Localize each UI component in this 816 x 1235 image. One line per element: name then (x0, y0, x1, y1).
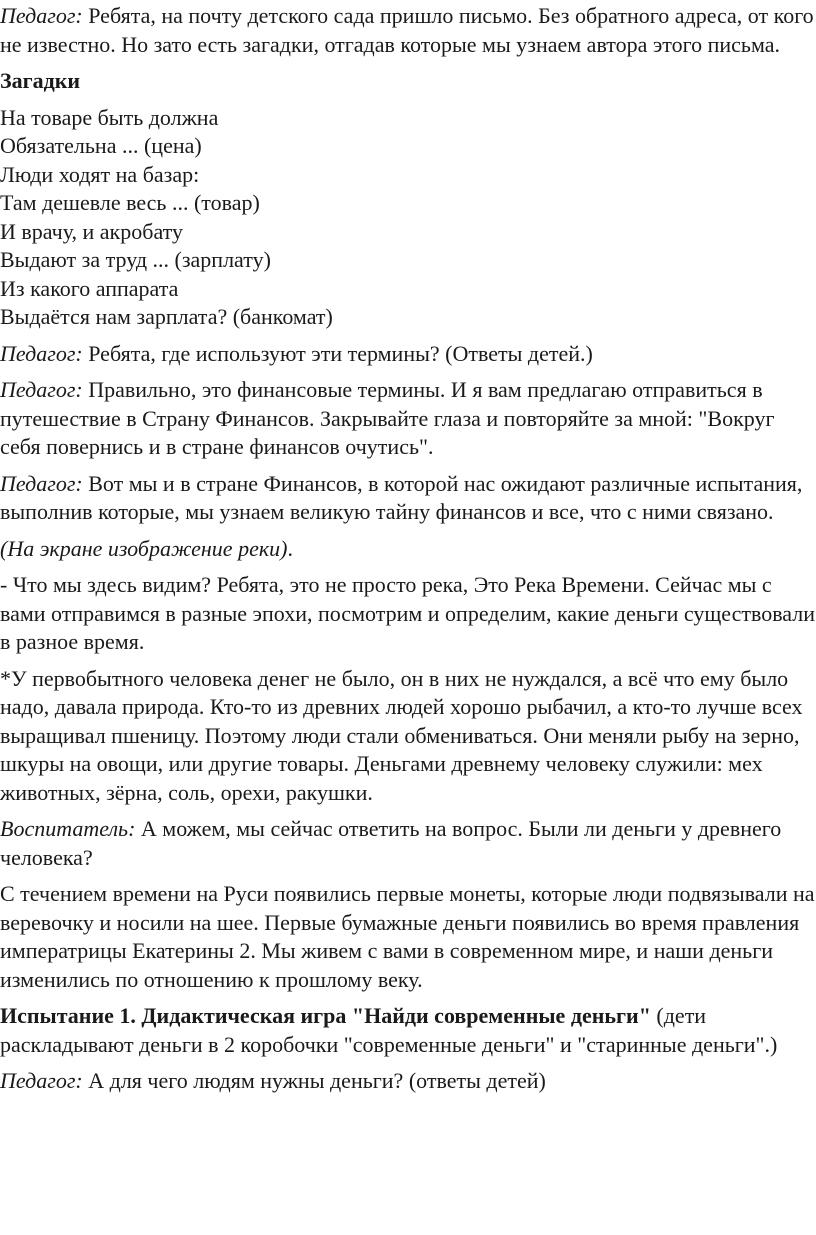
speaker-label: Педагог: (0, 470, 83, 496)
paragraph-text: . (287, 535, 293, 561)
task-title: Испытание 1. Дидактическая игра "Найди современные деньги" (0, 1003, 651, 1028)
paragraph-terms-question (0, 340, 816, 369)
speaker-label: Педагог: (0, 3, 83, 28)
paragraph-text: Вот мы и в стране Финансов, в которой нас ожидают различные испытания, выполнив которые, мы узнаем великую тайну финансов и все, что с ними связано. (0, 470, 803, 524)
paragraph-river: - Что мы здесь видим? Ребята, это не просто река, Это Река Времени. Сейчас мы с вами отправимся в разные эпохи, посмотрим и определим, какие деньги существовали в разное время. (0, 572, 815, 654)
speaker-label: Педагог: (0, 377, 83, 402)
riddle-line: Там дешевле весь ... (товар) (0, 190, 260, 215)
riddle-line: На товаре быть должна (0, 104, 219, 130)
paragraph-journey (0, 376, 816, 462)
paragraph-text: А можем, мы сейчас ответить на вопрос. Были ли деньги у древнего человека? (0, 816, 782, 870)
riddles-list (0, 104, 816, 332)
paragraph-history: С течением времени на Руси появились первые монеты, которые люди подвязывали на веревочку и носили на шее. Первые бумажные деньги появились во время правления императрицы Екатерины 2. Мы живем с вами в современном мире, и наши деньги изменились по отношению к прошлому веку. (0, 881, 815, 992)
paragraph-text: Ребята, на почту детского сада пришло письмо. Без обратного адреса, от кого не известно. Но зато есть загадки, отгадав которые мы узнаем автора этого письма. (0, 3, 814, 57)
paragraph-intro (0, 2, 816, 59)
riddle-line: Из какого аппарата (0, 275, 179, 301)
stage-direction: (На экране изображение реки) (0, 535, 288, 561)
paragraph-task-1 (0, 1002, 816, 1059)
paragraph-question (0, 815, 816, 872)
paragraph-text: (дети раскладывают деньги в 2 коробочки "современные деньги" и "старинные деньги".) (0, 1003, 778, 1057)
speaker-label: Педагог: (0, 1068, 83, 1093)
paragraph-text: А для чего людям нужны деньги? (ответы детей) (82, 1068, 546, 1093)
paragraph-screen-note (0, 535, 816, 564)
document-body (0, 2, 816, 1104)
riddle-line: Выдаётся нам зарплата? (банкомат) (0, 304, 333, 329)
riddles-heading: Загадки (0, 68, 81, 93)
paragraph-final-question (0, 1067, 816, 1096)
paragraph-primitive: *У первобытного человека денег не было, он в них не нуждался, а всё что ему было надо, давала природа. Кто-то из древних людей хорошо рыбачил, а кто-то лучше всех выращивал пшеницу. Поэтому люди стали обмениваться. Они меняли рыбу на зерно, шкуры на овощи, или другие товары. Деньгами древнему человеку служили: мех животных, зёрна, соль, орехи, ракушки. (0, 665, 803, 805)
riddle-line: Люди ходят на базар: (0, 161, 200, 187)
riddle-line: Обязательна ... (цена) (0, 133, 202, 158)
riddle-line: Выдают за труд ... (зарплату) (0, 247, 271, 272)
paragraph-country (0, 470, 816, 527)
speaker-label: Педагог: (0, 340, 83, 366)
speaker-label: Воспитатель: (0, 816, 136, 841)
paragraph-text: Правильно, это финансовые термины. И я вам предлагаю отправиться в путешествие в Страну Финансов. Закрывайте глаза и повторяйте за мной: "Вокруг себя повернись и в стране финансов очутись". (0, 377, 775, 459)
paragraph-text: Ребята, где используют эти термины? (Ответы детей.) (82, 340, 593, 366)
riddle-line: И врачу, и акробату (0, 218, 183, 244)
